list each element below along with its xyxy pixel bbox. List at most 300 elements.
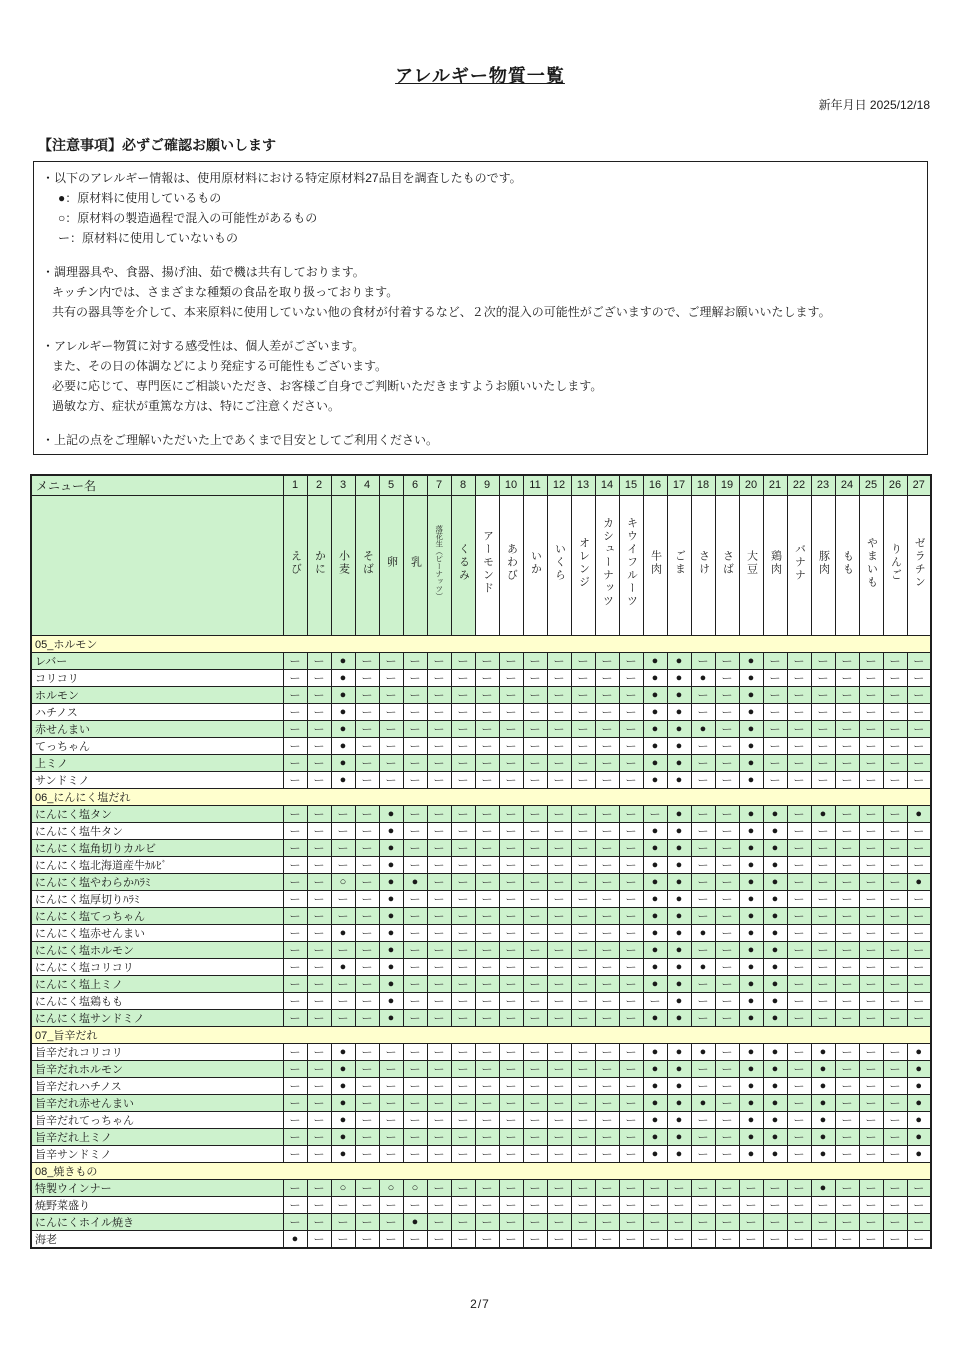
- allergen-cell: ー: [451, 1145, 475, 1162]
- allergen-cell: ー: [595, 873, 619, 890]
- allergen-cell: ●: [331, 1043, 355, 1060]
- allergen-cell: ー: [787, 924, 811, 941]
- allergen-cell: ●: [739, 720, 763, 737]
- allergen-cell: ー: [571, 652, 595, 669]
- allergen-cell: ー: [571, 975, 595, 992]
- menu-name-cell: 上ミノ: [31, 754, 283, 771]
- allergen-cell: ●: [379, 1009, 403, 1026]
- allergen-cell: ー: [907, 941, 931, 958]
- allergen-cell: ー: [859, 958, 883, 975]
- allergen-cell: ー: [355, 805, 379, 822]
- allergen-cell: ー: [403, 652, 427, 669]
- allergen-cell: ー: [571, 771, 595, 788]
- allergen-cell: ー: [355, 1213, 379, 1230]
- allergen-cell: ー: [355, 1077, 379, 1094]
- allergen-cell: ー: [307, 720, 331, 737]
- allergen-cell: ー: [859, 890, 883, 907]
- allergen-cell: ー: [427, 890, 451, 907]
- allergen-cell: ー: [547, 737, 571, 754]
- allergen-cell: ー: [859, 1145, 883, 1162]
- allergen-cell: ー: [403, 737, 427, 754]
- allergen-cell: ー: [907, 992, 931, 1009]
- allergen-cell: ー: [499, 1060, 523, 1077]
- allergen-cell: ー: [787, 1043, 811, 1060]
- allergen-cell: ●: [739, 924, 763, 941]
- allergen-cell: ー: [811, 1230, 835, 1248]
- allergen-cell: ●: [691, 720, 715, 737]
- page-number: 2/7: [470, 1296, 490, 1311]
- allergen-cell: ー: [883, 805, 907, 822]
- allergen-name-header: ゼラチン: [907, 495, 931, 635]
- allergen-cell: ー: [475, 720, 499, 737]
- menu-name-cell: 旨辛だれコリコリ: [31, 1043, 283, 1060]
- allergen-cell: ー: [715, 1128, 739, 1145]
- allergen-cell: ー: [523, 1077, 547, 1094]
- allergen-name-header: 牛肉: [643, 495, 667, 635]
- allergen-cell: ー: [307, 1094, 331, 1111]
- allergen-name-header: あわび: [499, 495, 523, 635]
- allergen-cell: ●: [691, 958, 715, 975]
- allergen-cell: ●: [739, 822, 763, 839]
- allergen-cell: ●: [283, 1230, 307, 1248]
- allergen-cell: ー: [451, 890, 475, 907]
- allergen-cell: ー: [595, 652, 619, 669]
- allergen-number-header: 23: [811, 475, 835, 495]
- allergen-number-header: 16: [643, 475, 667, 495]
- allergen-cell: ー: [883, 1145, 907, 1162]
- menu-name-cell: 旨辛だれ赤せんまい: [31, 1094, 283, 1111]
- allergen-cell: ー: [691, 805, 715, 822]
- allergen-cell: ー: [355, 958, 379, 975]
- allergen-cell: ー: [571, 686, 595, 703]
- menu-row: [31, 1128, 931, 1145]
- allergen-cell: ー: [715, 907, 739, 924]
- allergen-cell: ●: [643, 856, 667, 873]
- menu-name-cell: にんにく塩赤せんまい: [31, 924, 283, 941]
- allergen-cell: ー: [547, 652, 571, 669]
- allergen-cell: ー: [403, 822, 427, 839]
- allergen-cell: ー: [427, 1145, 451, 1162]
- allergen-cell: ●: [643, 907, 667, 924]
- allergen-cell: ●: [811, 1094, 835, 1111]
- allergen-cell: ー: [619, 924, 643, 941]
- allergen-cell: ー: [475, 1077, 499, 1094]
- menu-name-cell: にんにく塩ホルモン: [31, 941, 283, 958]
- allergen-cell: ●: [739, 737, 763, 754]
- allergen-cell: ー: [547, 686, 571, 703]
- allergen-cell: ー: [547, 1179, 571, 1196]
- allergen-cell: ー: [835, 1009, 859, 1026]
- allergen-cell: ー: [619, 720, 643, 737]
- allergen-cell: ●: [643, 1128, 667, 1145]
- allergen-name-header: 鶏肉: [763, 495, 787, 635]
- allergen-cell: ー: [595, 1213, 619, 1230]
- allergen-cell: ●: [643, 1094, 667, 1111]
- allergen-cell: ●: [739, 975, 763, 992]
- allergen-number-header: 18: [691, 475, 715, 495]
- allergen-cell: ー: [715, 1179, 739, 1196]
- document-title: アレルギー物質一覧: [395, 66, 565, 86]
- allergen-cell: ー: [763, 652, 787, 669]
- allergen-cell: ●: [739, 1077, 763, 1094]
- allergen-cell: ー: [715, 975, 739, 992]
- allergen-cell: ー: [715, 924, 739, 941]
- notice-line: また、その日の体調などにより発症する可能性もございます。: [52, 359, 388, 373]
- allergen-cell: ー: [355, 1060, 379, 1077]
- allergen-cell: ー: [691, 856, 715, 873]
- allergen-cell: ー: [715, 1060, 739, 1077]
- allergen-cell: ー: [835, 941, 859, 958]
- allergen-cell: ●: [763, 1043, 787, 1060]
- allergen-cell: ー: [691, 1111, 715, 1128]
- allergen-cell: ●: [691, 1043, 715, 1060]
- allergen-cell: ー: [307, 958, 331, 975]
- allergen-cell: ー: [571, 822, 595, 839]
- allergen-cell: ●: [331, 1077, 355, 1094]
- allergen-cell: ー: [883, 1179, 907, 1196]
- allergen-cell: ●: [379, 890, 403, 907]
- allergen-cell: ●: [667, 992, 691, 1009]
- allergen-cell: ー: [571, 1213, 595, 1230]
- allergen-cell: ー: [475, 958, 499, 975]
- allergen-cell: ー: [547, 924, 571, 941]
- allergen-cell: ー: [403, 1196, 427, 1213]
- allergen-cell: ー: [907, 686, 931, 703]
- allergen-cell: ー: [379, 1043, 403, 1060]
- allergen-cell: ー: [619, 1196, 643, 1213]
- allergen-cell: ー: [787, 805, 811, 822]
- allergen-cell: ー: [643, 992, 667, 1009]
- menu-name-cell: にんにく塩やわらかﾊﾗﾐ: [31, 873, 283, 890]
- allergen-name-header: 落花生（ピーナッツ）: [427, 495, 451, 635]
- allergen-cell: ー: [835, 924, 859, 941]
- allergen-cell: ー: [451, 1196, 475, 1213]
- allergen-cell: ●: [739, 1009, 763, 1026]
- allergen-cell: ●: [763, 822, 787, 839]
- allergen-name-header: さば: [715, 495, 739, 635]
- allergen-cell: ー: [499, 975, 523, 992]
- allergen-cell: ー: [547, 1060, 571, 1077]
- allergen-cell: ●: [331, 1094, 355, 1111]
- allergen-cell: ー: [475, 1179, 499, 1196]
- allergen-cell: ー: [523, 1128, 547, 1145]
- allergen-cell: ー: [835, 873, 859, 890]
- menu-name-cell: 旨辛だれハチノス: [31, 1077, 283, 1094]
- allergen-cell: ー: [883, 771, 907, 788]
- allergen-cell: ー: [499, 652, 523, 669]
- allergen-cell: ー: [451, 737, 475, 754]
- allergen-cell: ●: [739, 1128, 763, 1145]
- allergen-cell: ー: [403, 992, 427, 1009]
- allergen-cell: ー: [907, 958, 931, 975]
- allergen-cell: ●: [739, 890, 763, 907]
- allergen-cell: ー: [523, 822, 547, 839]
- allergen-number-header: 19: [715, 475, 739, 495]
- allergen-cell: ー: [595, 669, 619, 686]
- allergen-cell: ー: [883, 975, 907, 992]
- allergen-cell: ー: [571, 754, 595, 771]
- allergen-cell: ー: [907, 754, 931, 771]
- allergen-cell: ー: [331, 992, 355, 1009]
- allergen-cell: ー: [715, 839, 739, 856]
- allergen-cell: ー: [595, 907, 619, 924]
- allergen-cell: ー: [283, 856, 307, 873]
- allergen-cell: ー: [523, 1009, 547, 1026]
- allergen-cell: ー: [451, 686, 475, 703]
- allergen-cell: ○: [379, 1179, 403, 1196]
- allergen-cell: ー: [595, 992, 619, 1009]
- allergen-cell: ー: [787, 771, 811, 788]
- allergen-cell: ー: [523, 890, 547, 907]
- allergen-cell: ー: [907, 890, 931, 907]
- allergen-table: [30, 474, 932, 1249]
- allergen-cell: ー: [691, 1213, 715, 1230]
- allergen-cell: ●: [331, 924, 355, 941]
- allergen-cell: ●: [739, 652, 763, 669]
- allergen-cell: ●: [763, 1145, 787, 1162]
- allergen-cell: ー: [595, 1060, 619, 1077]
- allergen-cell: ー: [907, 669, 931, 686]
- allergen-cell: ー: [883, 652, 907, 669]
- allergen-cell: ー: [475, 975, 499, 992]
- allergen-cell: ー: [523, 1196, 547, 1213]
- allergen-cell: ー: [619, 873, 643, 890]
- allergen-cell: ー: [907, 652, 931, 669]
- menu-name-cell: にんにく塩タン: [31, 805, 283, 822]
- allergen-cell: ー: [595, 754, 619, 771]
- allergen-cell: ー: [883, 941, 907, 958]
- allergen-cell: ●: [763, 992, 787, 1009]
- allergen-cell: ー: [691, 703, 715, 720]
- allergen-cell: ー: [643, 1213, 667, 1230]
- allergen-cell: ー: [859, 669, 883, 686]
- menu-name-cell: にんにく塩角切りカルビ: [31, 839, 283, 856]
- allergen-cell: ー: [715, 686, 739, 703]
- allergen-cell: ー: [859, 1213, 883, 1230]
- allergen-cell: ー: [427, 992, 451, 1009]
- allergen-cell: ー: [307, 754, 331, 771]
- allergen-cell: ー: [571, 1196, 595, 1213]
- allergen-cell: ー: [523, 686, 547, 703]
- allergen-cell: ー: [427, 1077, 451, 1094]
- notice-line: ・以下のアレルギー情報は、使用原材料における特定原材料27品目を調査したものです。: [42, 171, 522, 185]
- allergen-cell: ー: [547, 1196, 571, 1213]
- allergen-cell: ー: [475, 1145, 499, 1162]
- allergen-cell: ー: [859, 907, 883, 924]
- allergen-cell: ー: [691, 1077, 715, 1094]
- allergen-cell: ー: [523, 992, 547, 1009]
- allergen-cell: ー: [355, 822, 379, 839]
- allergen-cell: ー: [883, 839, 907, 856]
- allergen-cell: ー: [403, 720, 427, 737]
- allergen-cell: ー: [283, 1060, 307, 1077]
- allergen-cell: ー: [619, 941, 643, 958]
- allergen-cell: ー: [427, 839, 451, 856]
- allergen-cell: ー: [475, 1111, 499, 1128]
- allergen-cell: ー: [283, 754, 307, 771]
- allergen-cell: ー: [499, 924, 523, 941]
- notice-line: ー：原材料に使用していないもの: [58, 231, 239, 245]
- allergen-cell: ー: [859, 1230, 883, 1248]
- allergen-cell: ー: [427, 1060, 451, 1077]
- allergen-cell: ●: [379, 822, 403, 839]
- allergen-cell: ー: [739, 1230, 763, 1248]
- allergen-cell: ー: [763, 669, 787, 686]
- allergen-cell: ー: [355, 890, 379, 907]
- allergen-cell: ー: [451, 1128, 475, 1145]
- allergen-cell: ー: [907, 839, 931, 856]
- allergen-cell: ー: [571, 924, 595, 941]
- allergen-cell: ー: [691, 975, 715, 992]
- allergen-number-header: 25: [859, 475, 883, 495]
- allergen-cell: ●: [739, 992, 763, 1009]
- allergen-cell: ー: [283, 1196, 307, 1213]
- allergen-cell: ー: [619, 737, 643, 754]
- allergen-cell: ー: [475, 1060, 499, 1077]
- allergen-cell: ー: [571, 1128, 595, 1145]
- allergen-cell: ー: [571, 839, 595, 856]
- allergen-cell: ●: [667, 754, 691, 771]
- allergen-cell: ー: [451, 1111, 475, 1128]
- allergen-cell: ー: [859, 771, 883, 788]
- allergen-cell: ー: [523, 703, 547, 720]
- allergen-cell: ー: [427, 703, 451, 720]
- allergen-cell: ー: [427, 1043, 451, 1060]
- allergen-cell: ●: [331, 720, 355, 737]
- allergen-name-header: カシューナッツ: [595, 495, 619, 635]
- allergen-cell: ー: [883, 924, 907, 941]
- allergen-cell: ●: [667, 1128, 691, 1145]
- allergen-cell: ー: [523, 1111, 547, 1128]
- allergen-cell: ー: [523, 1060, 547, 1077]
- allergen-cell: ●: [739, 1060, 763, 1077]
- allergen-cell: ー: [811, 754, 835, 771]
- menu-name-cell: にんにく塩牛タン: [31, 822, 283, 839]
- allergen-cell: ー: [835, 1230, 859, 1248]
- allergen-cell: ●: [739, 805, 763, 822]
- menu-row: [31, 1009, 931, 1026]
- allergen-cell: ー: [475, 890, 499, 907]
- allergen-cell: ー: [547, 1077, 571, 1094]
- allergen-cell: ●: [763, 907, 787, 924]
- allergen-cell: ー: [619, 703, 643, 720]
- allergen-cell: ー: [451, 941, 475, 958]
- allergen-cell: ●: [667, 1043, 691, 1060]
- allergen-cell: ー: [427, 771, 451, 788]
- allergen-cell: ●: [643, 924, 667, 941]
- allergen-cell: ー: [787, 1145, 811, 1162]
- allergen-cell: ー: [883, 890, 907, 907]
- allergen-cell: ー: [427, 1128, 451, 1145]
- allergen-cell: ー: [715, 1043, 739, 1060]
- allergen-cell: ー: [355, 720, 379, 737]
- allergen-cell: ●: [331, 1145, 355, 1162]
- allergen-cell: ー: [691, 907, 715, 924]
- allergen-cell: ●: [643, 703, 667, 720]
- allergen-cell: ー: [523, 924, 547, 941]
- section-title: 06_にんにく塩だれ: [31, 788, 931, 805]
- allergen-cell: ー: [595, 1196, 619, 1213]
- allergen-cell: ー: [475, 873, 499, 890]
- allergen-number-header: 20: [739, 475, 763, 495]
- allergen-cell: ー: [379, 686, 403, 703]
- allergen-cell: ー: [571, 1111, 595, 1128]
- allergen-number-header: 1: [283, 475, 307, 495]
- allergen-cell: ー: [403, 839, 427, 856]
- allergen-cell: ●: [907, 1128, 931, 1145]
- allergen-cell: ー: [571, 1179, 595, 1196]
- allergen-cell: ー: [331, 1196, 355, 1213]
- allergen-cell: ー: [355, 924, 379, 941]
- allergen-cell: ー: [307, 907, 331, 924]
- allergen-cell: ー: [859, 686, 883, 703]
- allergen-name-header: いか: [523, 495, 547, 635]
- allergen-cell: ー: [283, 720, 307, 737]
- allergen-cell: ー: [547, 890, 571, 907]
- allergen-cell: ●: [907, 873, 931, 890]
- allergen-cell: ー: [547, 1145, 571, 1162]
- notice-heading: 【注意事項】必ずご確認お願いします: [38, 137, 276, 153]
- allergen-cell: ー: [835, 737, 859, 754]
- menu-row: [31, 822, 931, 839]
- allergen-cell: ●: [811, 1043, 835, 1060]
- allergen-cell: ー: [499, 754, 523, 771]
- allergen-cell: ー: [499, 941, 523, 958]
- allergen-cell: ー: [499, 771, 523, 788]
- allergen-cell: ●: [643, 975, 667, 992]
- allergen-cell: ●: [739, 1145, 763, 1162]
- allergen-cell: ー: [907, 1196, 931, 1213]
- allergen-cell: ー: [571, 669, 595, 686]
- allergen-cell: ○: [331, 873, 355, 890]
- allergen-cell: ●: [739, 873, 763, 890]
- allergen-cell: ー: [667, 1230, 691, 1248]
- menu-name-cell: ハチノス: [31, 703, 283, 720]
- allergen-cell: ー: [571, 958, 595, 975]
- allergen-cell: ー: [883, 907, 907, 924]
- allergen-cell: ー: [547, 992, 571, 1009]
- allergen-cell: ー: [619, 975, 643, 992]
- allergen-name-header: さけ: [691, 495, 715, 635]
- allergen-cell: ー: [715, 652, 739, 669]
- allergen-cell: ー: [475, 1213, 499, 1230]
- allergen-cell: ー: [715, 873, 739, 890]
- allergen-cell: ●: [643, 669, 667, 686]
- allergen-cell: ー: [763, 1230, 787, 1248]
- allergen-cell: ー: [355, 686, 379, 703]
- allergen-cell: ●: [379, 907, 403, 924]
- allergen-cell: ー: [283, 958, 307, 975]
- allergen-cell: ー: [283, 1128, 307, 1145]
- allergen-cell: ー: [787, 941, 811, 958]
- menu-name-cell: にんにくホイル焼き: [31, 1213, 283, 1230]
- allergen-cell: ー: [859, 754, 883, 771]
- date-label: 新年月日 2025/12/18: [818, 98, 930, 112]
- menu-name-cell: てっちゃん: [31, 737, 283, 754]
- notice-line: 過敏な方、症状が重篤な方は、特にご注意ください。: [52, 399, 341, 413]
- allergen-cell: ー: [427, 907, 451, 924]
- allergen-cell: ー: [835, 686, 859, 703]
- allergen-cell: ー: [475, 992, 499, 1009]
- allergen-cell: ー: [715, 1111, 739, 1128]
- section-header-row: [31, 635, 931, 652]
- allergen-cell: ー: [355, 669, 379, 686]
- allergen-cell: ー: [307, 856, 331, 873]
- allergen-cell: ー: [403, 686, 427, 703]
- allergen-cell: ー: [379, 1145, 403, 1162]
- allergen-cell: ー: [283, 839, 307, 856]
- allergen-cell: ー: [379, 771, 403, 788]
